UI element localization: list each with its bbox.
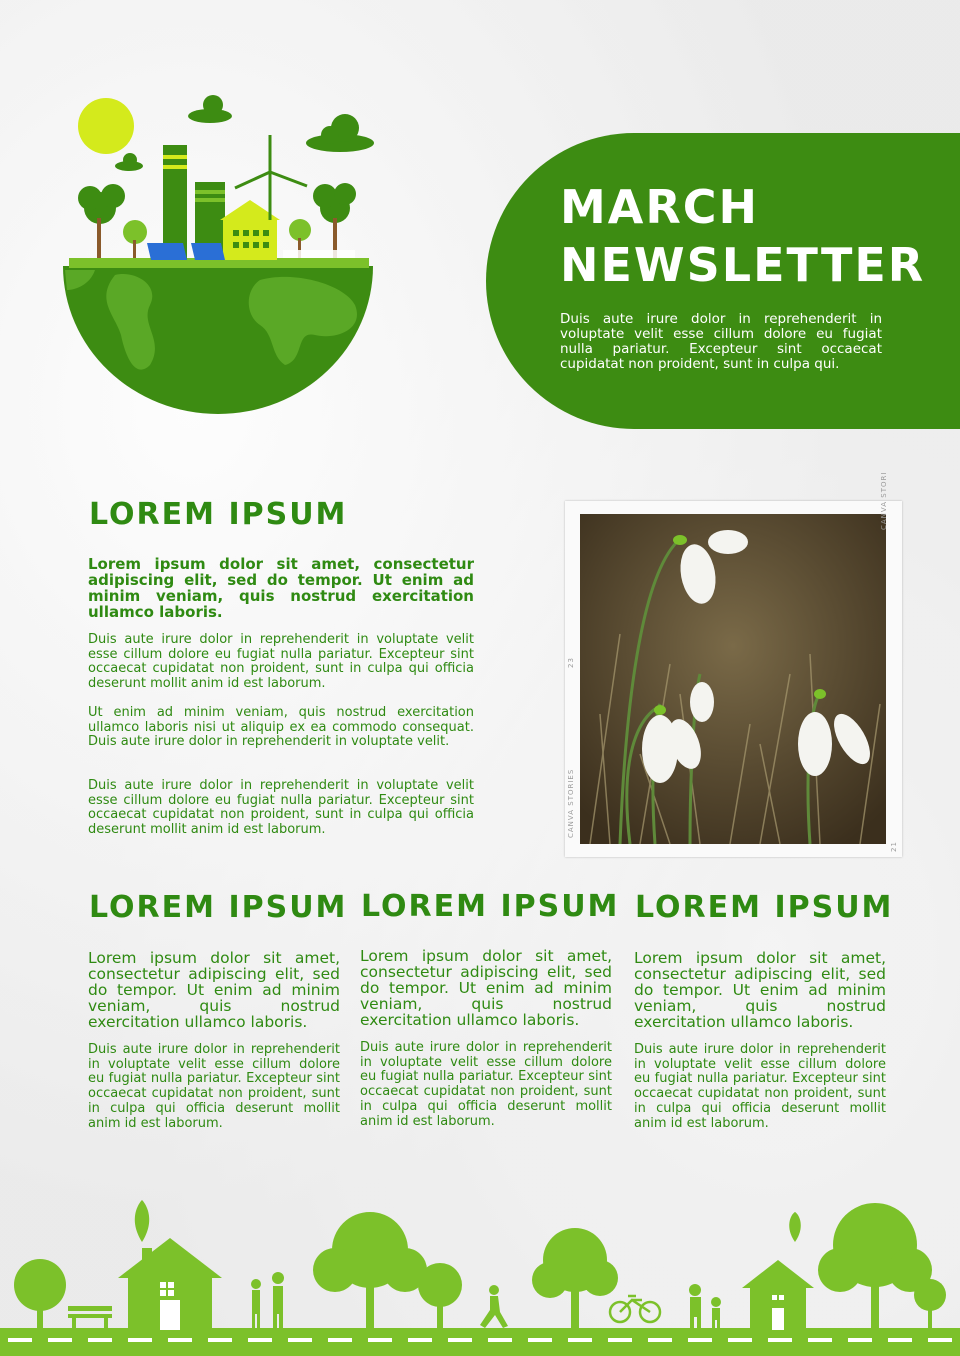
column-1-lead: Lorem ipsum dolor sit amet, consectetur adipiscing elit, sed do tempor. Ut enim ad minim veniam, quis nostrud exercitation ullamco laboris.: [88, 949, 340, 1031]
column-2-lead: Lorem ipsum dolor sit amet, consectetur adipiscing elit, sed do tempor. Ut enim ad minim veniam, quis nostrud exercitation ullamco laboris.: [360, 947, 612, 1029]
frame-mark-left-number: 23: [567, 657, 575, 668]
frame-mark-top: CANVA STORI: [880, 471, 888, 530]
frame-mark-left: CANVA STORIES: [567, 768, 575, 838]
snowdrop-photo: [580, 514, 886, 844]
main-paragraph-2: Ut enim ad minim veniam, quis nostrud exercitation ullamco laboris nisi ut aliquip ex ea commodo consequat. Duis aute irure dolor in reprehenderit in voluptate velit.: [88, 705, 474, 750]
column-3-heading: LOREM IPSUM: [635, 890, 894, 925]
newsletter-title: MARCH NEWSLETTER: [560, 180, 926, 292]
column-2-heading: LOREM IPSUM: [361, 889, 620, 924]
main-heading: LOREM IPSUM: [89, 497, 348, 532]
main-lead: Lorem ipsum dolor sit amet, consectetur adipiscing elit, sed do tempor. Ut enim ad minim veniam, quis nostrud exercitation ullamco laboris.: [88, 555, 474, 621]
frame-mark-right-number: 21: [890, 841, 898, 852]
main-paragraph-3: Duis aute irure dolor in reprehenderit in voluptate velit esse cillum dolore eu fugiat nulla pariatur. Excepteur sint occaecat cupidatat non proident, sunt in culpa qui officia deserunt mollit anim id est laborum.: [88, 778, 474, 838]
column-3-lead: Lorem ipsum dolor sit amet, consectetur adipiscing elit, sed do tempor. Ut enim ad minim veniam, quis nostrud exercitation ullamco laboris.: [634, 949, 886, 1031]
column-1-heading: LOREM IPSUM: [89, 890, 348, 925]
sun-icon: [78, 98, 134, 154]
main-paragraph-1: Duis aute irure dolor in reprehenderit in voluptate velit esse cillum dolore eu fugiat nulla pariatur. Excepteur sint occaecat cupidatat non proident, sunt in culpa qui officia deserunt mollit anim id est laborum.: [88, 632, 474, 692]
column-1-body: Duis aute irure dolor in reprehenderit in voluptate velit esse cillum dolore eu fugiat nulla pariatur. Excepteur sint occaecat cupidatat non proident, sunt in culpa qui officia deserunt mollit anim id est laborum.: [88, 1042, 340, 1131]
column-2-body: Duis aute irure dolor in reprehenderit in voluptate velit esse cillum dolore eu fugiat nulla pariatur. Excepteur sint occaecat cupidatat non proident, sunt in culpa qui officia deserunt mollit anim id est laborum.: [360, 1040, 612, 1129]
header-intro: Duis aute irure dolor in reprehenderit in voluptate velit esse cillum dolore eu fugiat nulla pariatur. Excepteur sint occaecat cupidatat non proident, sunt in culpa qui.: [560, 311, 882, 372]
eco-town-footer-illustration: [0, 1160, 960, 1356]
bicycle-icon: [610, 1296, 660, 1322]
eco-planet-illustration: [55, 90, 385, 420]
column-3-body: Duis aute irure dolor in reprehenderit in voluptate velit esse cillum dolore eu fugiat nulla pariatur. Excepteur sint occaecat cupidatat non proident, sunt in culpa qui officia deserunt mollit anim id est laborum.: [634, 1042, 886, 1131]
cloud-icon: [115, 95, 374, 171]
